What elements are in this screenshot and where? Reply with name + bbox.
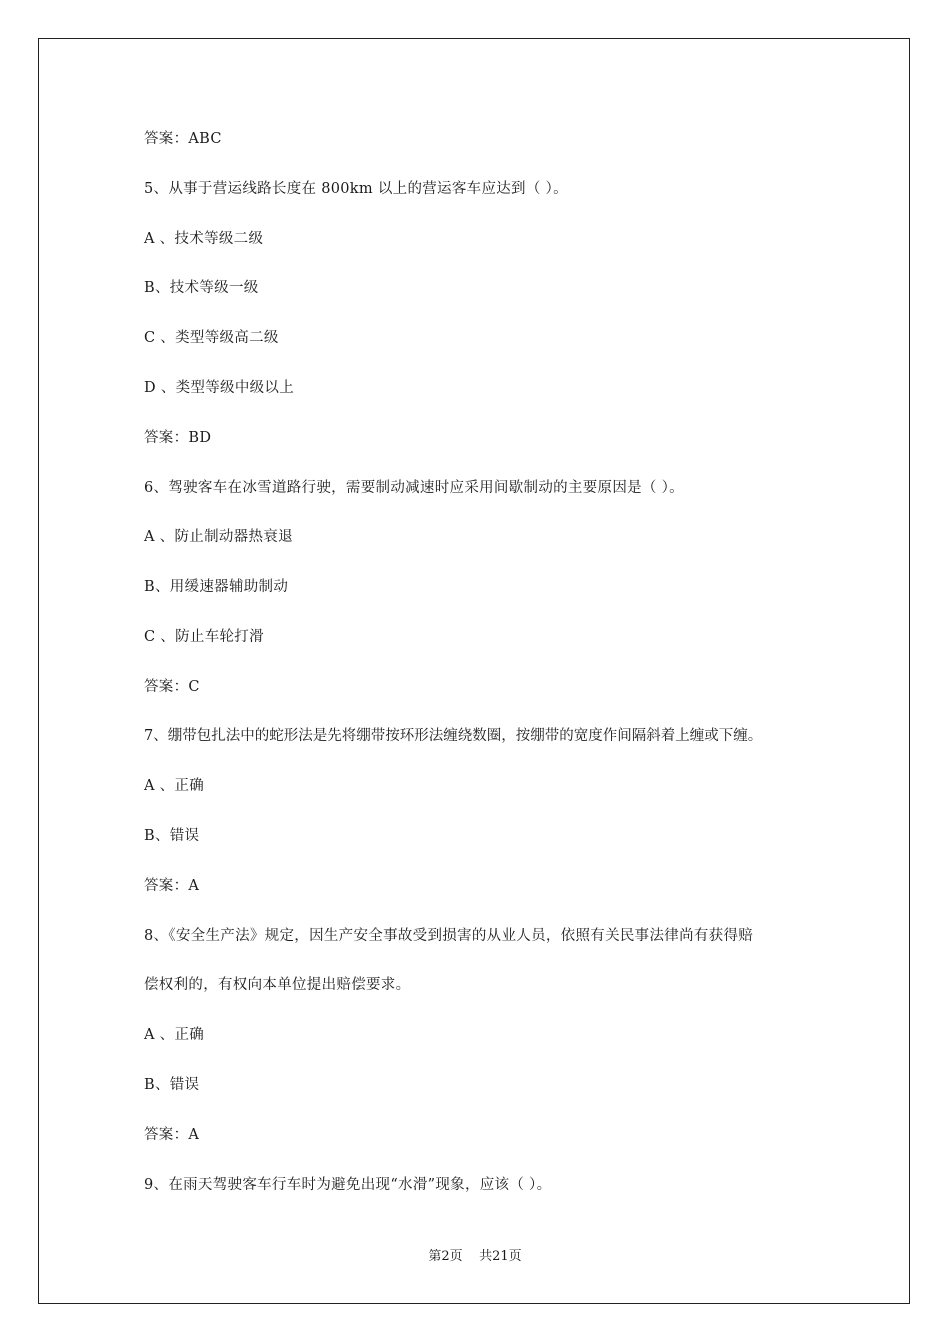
q6-option-a: A 、防止制动器热衰退 xyxy=(144,529,293,545)
q5-option-d: D 、类型等级中级以上 xyxy=(144,380,295,396)
q6-option-c: C 、防止车轮打滑 xyxy=(144,629,264,645)
page-footer: 第2页 共21页 xyxy=(428,1249,522,1264)
answer-q4: 答案：ABC xyxy=(144,131,222,147)
question-8-line-2: 偿权利的，有权向本单位提出赔偿要求。 xyxy=(144,977,411,993)
q8-option-a: A 、正确 xyxy=(144,1027,205,1043)
q5-option-c: C 、类型等级高二级 xyxy=(144,330,279,346)
answer-q5: 答案：BD xyxy=(144,430,212,446)
page-border xyxy=(38,38,910,1304)
answer-q7: 答案：A xyxy=(144,878,200,894)
q5-option-b: B、技术等级一级 xyxy=(144,280,259,296)
question-7: 7、绷带包扎法中的蛇形法是先将绷带按环形法缠绕数圈，按绷带的宽度作间隔斜着上缠或下缠。 xyxy=(144,728,763,744)
q8-option-b: B、错误 xyxy=(144,1077,200,1093)
answer-q8: 答案：A xyxy=(144,1127,200,1143)
question-9: 9、在雨天驾驶客车行车时为避免出现“水滑”现象，应该（ ）。 xyxy=(144,1177,552,1193)
question-5: 5、从事于营运线路长度在 800km 以上的营运客车应达到（ ）。 xyxy=(144,181,568,197)
q7-option-a: A 、正确 xyxy=(144,778,205,794)
question-6: 6、驾驶客车在冰雪道路行驶，需要制动减速时应采用间歇制动的主要原因是（ ）。 xyxy=(144,480,684,496)
q6-option-b: B、用缓速器辅助制动 xyxy=(144,579,289,595)
question-8-line-1: 8、《安全生产法》规定，因生产安全事故受到损害的从业人员，依照有关民事法律尚有获得赔 xyxy=(144,928,754,944)
answer-q6: 答案：C xyxy=(144,679,200,695)
q5-option-a: A 、技术等级二级 xyxy=(144,231,264,247)
q7-option-b: B、错误 xyxy=(144,828,200,844)
